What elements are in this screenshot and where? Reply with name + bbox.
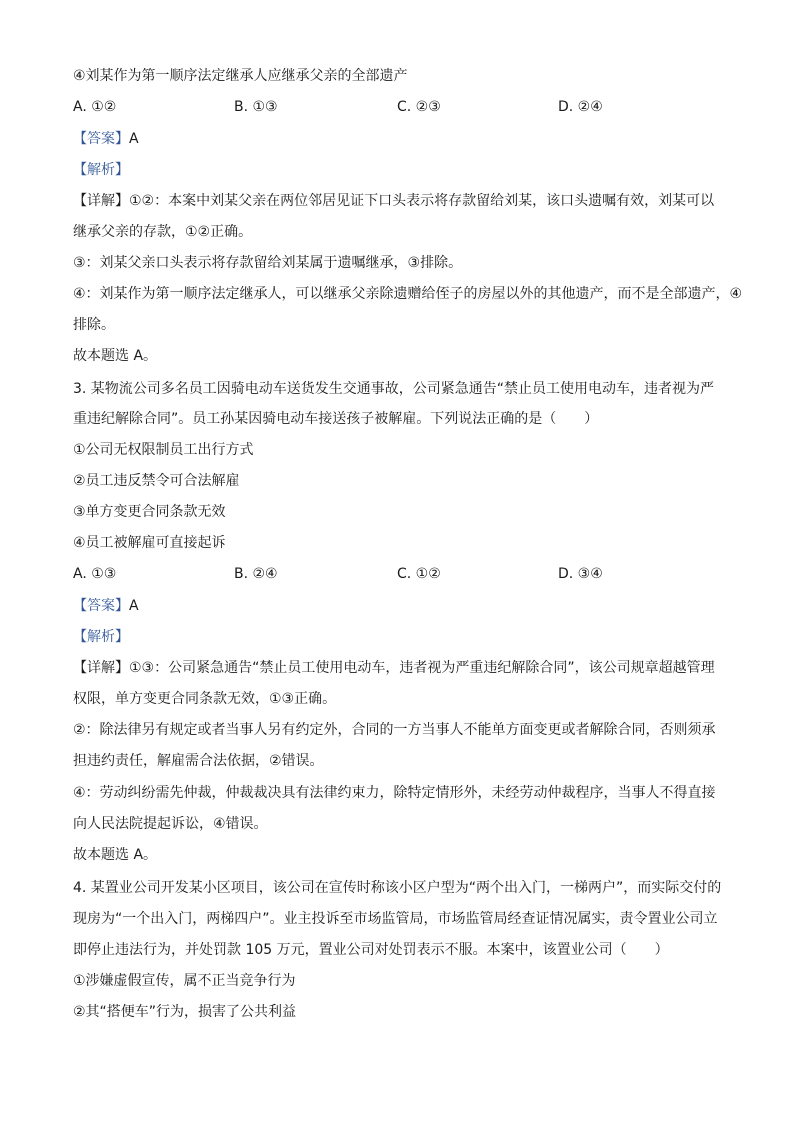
q4-stem-line1: 4. 某置业公司开发某小区项目，该公司在宣传时称该小区户型为“两个出入门，一梯两户”，而实际交付的 bbox=[73, 880, 722, 896]
q3-option-b: B. ②④ bbox=[234, 566, 278, 582]
answer-value: A bbox=[129, 131, 139, 147]
q4-stem-line3: 即停止违法行为，并处罚款 105 万元，置业公司对处罚表示不服。本案中，该置业公司（ ） bbox=[73, 942, 669, 958]
q2-option-c: C. ②③ bbox=[397, 99, 441, 115]
q2-statement-4: ④刘某作为第一顺序法定继承人应继承父亲的全部遗产 bbox=[73, 68, 408, 84]
q3-option-c: C. ①② bbox=[397, 566, 441, 582]
detail-label: 【详解】 bbox=[73, 660, 129, 676]
answer-value: A bbox=[129, 598, 139, 614]
q2-detail-p1-line1 bbox=[73, 192, 754, 210]
q2-analysis-label: 【解析】 bbox=[73, 162, 129, 178]
q3-option-d: D. ③④ bbox=[558, 566, 603, 582]
q2-options bbox=[73, 98, 733, 116]
q3-statement-1: ①公司无权限制员工出行方式 bbox=[73, 442, 254, 458]
q3-option-a: A. ①③ bbox=[73, 566, 117, 582]
q2-conclusion: 故本题选 A。 bbox=[73, 348, 158, 364]
q2-detail-p3-line1: ④：刘某作为第一顺序法定继承人，可以继承父亲除遗赠给侄子的房屋以外的其他遗产，而不是全部遗产，④ bbox=[73, 286, 743, 302]
q2-option-d: D. ②④ bbox=[558, 99, 603, 115]
q3-analysis-label: 【解析】 bbox=[73, 629, 129, 645]
q2-detail-p1-line2: 继承父亲的存款，①②正确。 bbox=[73, 224, 253, 240]
q4-stem-line2: 现房为“一个出入门，两梯四户”。业主投诉至市场监管局，市场监管局经查证情况属实，责令置业公司立 bbox=[73, 911, 718, 927]
q3-options bbox=[73, 565, 733, 583]
q3-detail-p2-line2: 担违约责任，解雇需合法依据，②错误。 bbox=[73, 753, 324, 769]
answer-label: 【答案】 bbox=[73, 598, 129, 614]
q3-detail-p3-line1: ④：劳动纠纷需先仲裁，仲裁裁决具有法律约束力，除特定情形外，未经劳动仲裁程序，当事人不得直接 bbox=[73, 785, 716, 801]
q3-detail-p1-line1 bbox=[73, 659, 754, 677]
q3-detail-p1-line2: 权限，单方变更合同条款无效，①③正确。 bbox=[73, 691, 337, 707]
q3-detail-p3-line2: 向人民法院提起诉讼，④错误。 bbox=[73, 816, 268, 832]
q3-statement-2: ②员工违反禁令可合法解雇 bbox=[73, 473, 240, 489]
q2-detail-p3-line2: 排除。 bbox=[73, 317, 115, 333]
q2-option-b: B. ①③ bbox=[234, 99, 278, 115]
q3-stem-line1: 3. 某物流公司多名员工因骑电动车送货发生交通事故，公司紧急通告“禁止员工使用电动车，违者视为严 bbox=[73, 381, 715, 397]
answer-label: 【答案】 bbox=[73, 131, 129, 147]
detail-text: ①③：公司紧急通告“禁止员工使用电动车，违者视为严重违纪解除合同”，该公司规章超越管理 bbox=[129, 660, 715, 676]
q2-detail-p2: ③：刘某父亲口头表示将存款留给刘某属于遗嘱继承，③排除。 bbox=[73, 255, 463, 271]
q3-answer bbox=[73, 597, 754, 615]
detail-text: ①②：本案中刘某父亲在两位邻居见证下口头表示将存款留给刘某，该口头遗嘱有效，刘某可以 bbox=[129, 193, 715, 209]
q3-statement-3: ③单方变更合同条款无效 bbox=[73, 504, 226, 520]
detail-label: 【详解】 bbox=[73, 193, 129, 209]
q3-detail-p2-line1: ②：除法律另有规定或者当事人另有约定外，合同的一方当事人不能单方面变更或者解除合同，否则须承 bbox=[73, 722, 716, 738]
q3-stem-line2: 重违纪解除合同”。员工孙某因骑电动车接送孩子被解雇。下列说法正确的是（ ） bbox=[73, 411, 599, 427]
q3-statement-4: ④员工被解雇可直接起诉 bbox=[73, 535, 226, 551]
q2-option-a: A. ①② bbox=[73, 99, 117, 115]
q4-statement-2: ②其“搭便车”行为，损害了公共利益 bbox=[73, 1004, 297, 1020]
q3-conclusion: 故本题选 A。 bbox=[73, 847, 158, 863]
q4-statement-1: ①涉嫌虚假宣传，属不正当竞争行为 bbox=[73, 973, 296, 989]
q2-answer bbox=[73, 130, 754, 148]
